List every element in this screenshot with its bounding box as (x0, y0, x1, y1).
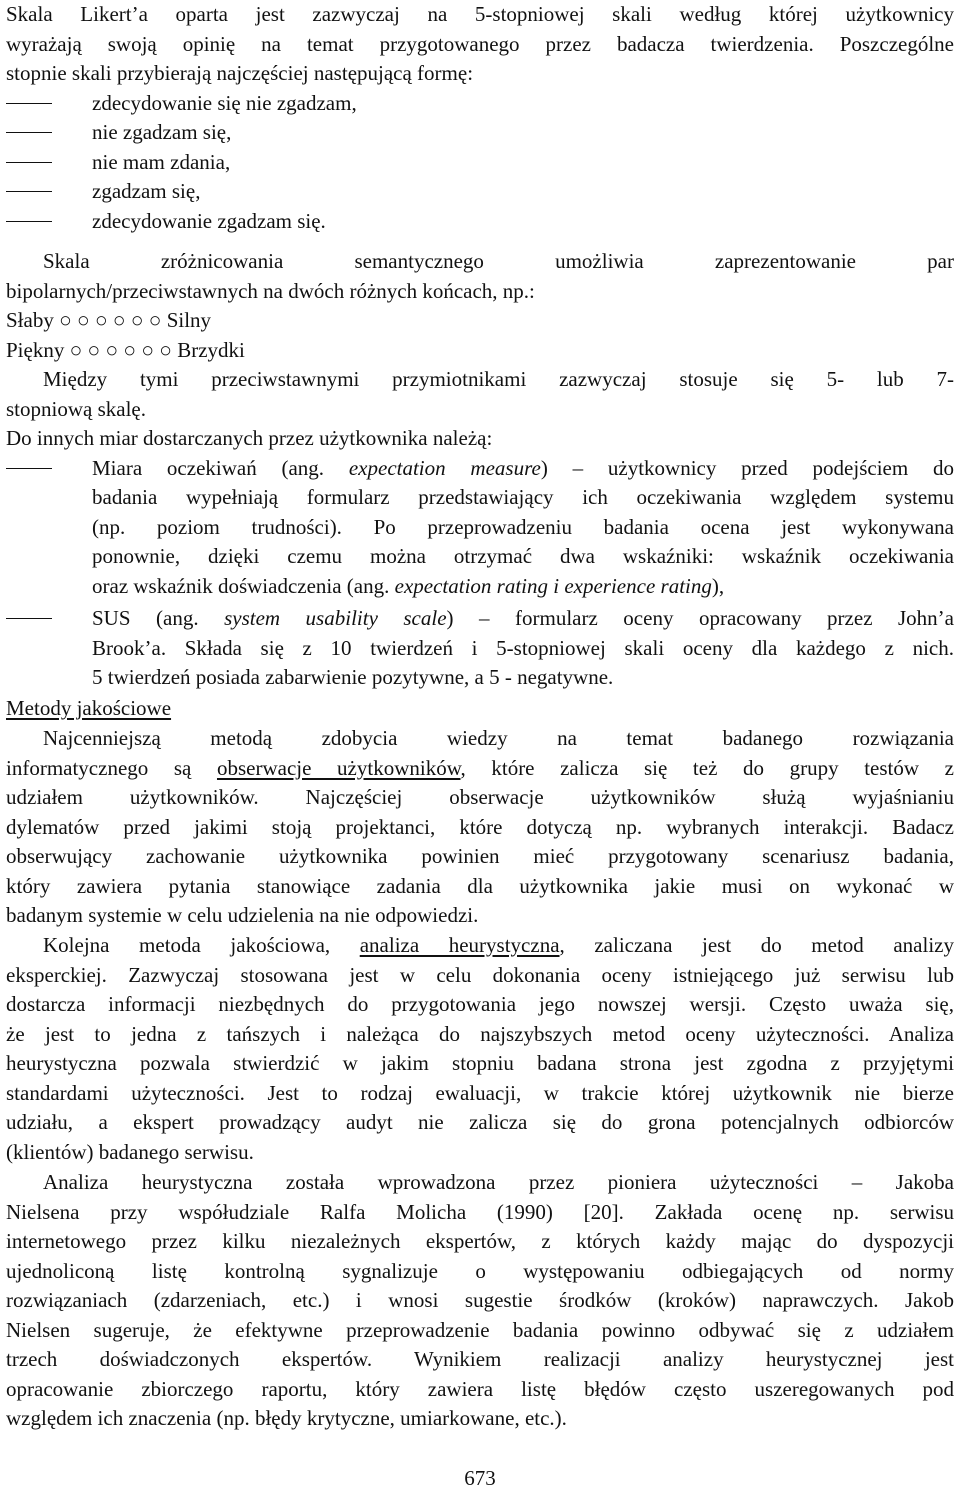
list-item (6, 118, 954, 148)
page-number: 673 (464, 1466, 496, 1490)
dash-bullet-icon (6, 221, 52, 222)
paragraph-line (6, 813, 954, 843)
text-run: stopnie skali przybierają najczęściej następującą formę: (6, 61, 474, 85)
text-run: Słaby ○ ○ ○ ○ ○ ○ Silny (6, 308, 212, 332)
italic-term: expectation measure (348, 455, 541, 480)
dash-bullet-icon (6, 618, 52, 619)
text-run: Nielsena przy współudziale Ralfa Molicha (1990) [20]. Zakłada ocenę np. serwisu (6, 1199, 954, 1224)
text-run: ujednoliconą listę kontrolną sygnalizuje o występowaniu odbiegających od normy (6, 1258, 954, 1283)
text-run: Do innych miar dostarczanych przez użytkownika należą: (6, 426, 493, 450)
text-run: 5 twierdzeń posiada zabarwienie pozytywne, a 5 - negatywne. (92, 665, 614, 689)
dash-bullet-icon (6, 103, 52, 104)
paragraph-line (6, 1316, 954, 1346)
paragraph-line (6, 872, 954, 902)
text-run: ), (711, 573, 725, 598)
text-run: wyrażają swoją opinię na temat przygotowanego przez badacza twierdzenia. Poszczególne (6, 31, 954, 56)
text-run: Piękny ○ ○ ○ ○ ○ ○ Brzydki (6, 337, 245, 362)
text-run: ponownie, dzięki czemu można otrzymać dwa wskaźniki: wskaźnik oczekiwania (92, 544, 954, 568)
text-run: (klientów) badanego serwisu. (6, 1139, 254, 1164)
paragraph-line (6, 961, 954, 991)
text-run: , które zalicza się też do grupy testów z (460, 755, 954, 780)
text-run: Analiza heurystyczna została wprowadzona przez pioniera użyteczności – Jakoba (43, 1170, 954, 1194)
paragraph-line (6, 1404, 954, 1434)
text-run: że jest to jedna z tańszych i należąca do najszybszych metod oceny użyteczności. Analiza (6, 1021, 954, 1046)
text-run: względem ich znaczenia (np. błędy krytyczne, umiarkowane, etc.). (6, 1406, 567, 1430)
underlined-term: obserwacje użytkowników (216, 755, 461, 780)
text-run: Między tymi przeciwstawnymi przymiotnikami zazwyczaj stosuje się 5- lub 7- (43, 367, 954, 391)
paragraph-line (6, 395, 954, 425)
text-run: trzech doświadczonych ekspertów. Wynikiem realizacji analizy heurystycznej jest (6, 1347, 954, 1371)
text-run: obserwujący zachowanie użytkownika powinien mieć przygotowany scenariusz badania, (6, 844, 954, 868)
text-run: rozwiązaniach (zdarzeniach, etc.) i wnosi sugestie środków (kroków) naprawczych. Jakob (6, 1288, 954, 1312)
underlined-term: analiza heurystyczna (359, 933, 560, 957)
text-run: (np. poziom trudności). Po przeprowadzeniu badania ocena jest wykonywana (92, 514, 954, 539)
paragraph-line (6, 1108, 954, 1138)
paragraph-line (6, 724, 954, 754)
paragraph-line (6, 931, 954, 961)
paragraph-line (6, 1079, 954, 1109)
list-item (6, 207, 954, 237)
paragraph-line (6, 1020, 954, 1050)
text-run: Skala zróżnicowania semantycznego umożliwia zaprezentowanie par (43, 249, 954, 273)
text-run: informatycznego są (6, 755, 217, 780)
dash-bullet-icon (6, 132, 52, 133)
list-item-text: nie zgadzam się, (92, 120, 232, 144)
paragraph-line (6, 247, 954, 277)
list-item-text: zdecydowanie się nie zgadzam, (92, 90, 357, 115)
scale-example-line (6, 336, 954, 366)
dash-bullet-icon (6, 191, 52, 192)
text-run: dylematów przed jakimi stoją projektanci, które dotyczą np. wybranych interakcji. Badacz (6, 814, 954, 839)
paragraph-line (6, 365, 954, 395)
section-heading (6, 694, 954, 724)
list-item-continuation (6, 513, 954, 543)
list-item (6, 604, 954, 634)
list-item-text: zgadzam się, (92, 179, 201, 203)
list-item-continuation (6, 634, 954, 664)
text-run: ) – formularz oceny opracowany przez John’a (446, 606, 954, 630)
list-item-text: zdecydowanie zgadzam się. (92, 208, 326, 233)
text-run: internetowego przez kilku niezależnych ekspertów, z których każdy mając do dyspozycji (6, 1229, 954, 1253)
paragraph-line (6, 1286, 954, 1316)
list-item (6, 177, 954, 207)
paragraph-line (6, 277, 954, 307)
paragraph-line (6, 1138, 954, 1168)
heading-text: Metody jakościowe (6, 696, 172, 720)
text-run: eksperckiej. Zazwyczaj stosowana jest w celu dokonania oceny istniejącego już serwisu lub (6, 962, 954, 987)
paragraph-line (6, 1257, 954, 1287)
paragraph-line (6, 1375, 954, 1405)
paragraph-line (6, 842, 954, 872)
text-run: oraz wskaźnik doświadczenia (ang. (92, 573, 395, 598)
text-run: Najcenniejszą metodą zdobycia wiedzy na temat badanego rozwiązania (43, 726, 954, 750)
paragraph-line (6, 754, 954, 784)
list-item (6, 148, 954, 178)
paragraph-line (6, 1227, 954, 1257)
paragraph-line (6, 901, 954, 931)
paragraph-line (6, 59, 954, 89)
list-item-continuation (6, 572, 954, 602)
paragraph-line (6, 783, 954, 813)
italic-term: system usability scale (224, 606, 447, 630)
list-item-continuation (6, 663, 954, 693)
text-run: dostarcza informacji niezbędnych do przygotowania jego nowszej wersji. Często uważa się, (6, 992, 954, 1016)
list-item-continuation (6, 542, 954, 572)
text-run: badania wypełniają formularz przedstawiający ich oczekiwania względem systemu (92, 485, 954, 509)
text-run: Kolejna metoda jakościowa, (43, 933, 360, 957)
list-item (6, 454, 954, 484)
text-run: , zaliczana jest do metod analizy (559, 933, 954, 957)
list-item-text: nie mam zdania, (92, 149, 231, 174)
paragraph-line (6, 0, 954, 30)
paragraph-line (6, 1049, 954, 1079)
text-run: heurystyczna pozwala stwierdzić w jakim stopniu badana strona jest zgodna z przyjętymi (6, 1051, 954, 1075)
text-run: który zawiera pytania stanowiące zadania dla użytkownika jakie musi on wykonać w (6, 873, 954, 898)
text-run: Brook’a. Składa się z 10 twierdzeń i 5-stopniowej skali oceny dla każdego z nich. (92, 635, 954, 660)
paragraph-line (6, 30, 954, 60)
dash-bullet-icon (6, 162, 52, 163)
text-run: ) – użytkownicy przed podejściem do (540, 455, 954, 480)
text-run: udziału, a ekspert prowadzący audyt nie zalicza się do grona potencjalnych odbiorców (6, 1110, 954, 1134)
italic-term: expectation rating i experience rating (394, 573, 712, 598)
paragraph-line (6, 424, 954, 454)
text-run: udziałem użytkowników. Najczęściej obserwacje użytkowników służą wyjaśnianiu (6, 785, 954, 809)
paragraph-line (6, 990, 954, 1020)
dash-bullet-icon (6, 468, 52, 469)
text-run: stopniową skalę. (6, 396, 146, 421)
text-run: bipolarnych/przeciwstawnych na dwóch różnych końcach, np.: (6, 278, 535, 303)
text-run: Skala Likert’a oparta jest zazwyczaj na 5-stopniowej skali według której użytkownicy (6, 2, 954, 26)
text-run: SUS (ang. (92, 606, 225, 630)
list-item (6, 89, 954, 119)
scale-example-line (6, 306, 954, 336)
text-run: standardami użyteczności. Jest to rodzaj ewaluacji, w trakcie której użytkownik nie bierze (6, 1080, 954, 1105)
paragraph-line (6, 1345, 954, 1375)
paragraph-line (6, 1198, 954, 1228)
paragraph-line (6, 1168, 954, 1198)
text-run: badanym systemie w celu udzielenia na nie odpowiedzi. (6, 903, 479, 927)
text-run: Nielsen sugeruje, że efektywne przeprowadzenie badania powinno odbywać się z udziałem (6, 1317, 954, 1342)
list-item-continuation (6, 483, 954, 513)
text-run: Miara oczekiwań (ang. (92, 455, 349, 480)
text-run: opracowanie zbiorczego raportu, który zawiera listę błędów często uszeregowanych pod (6, 1376, 954, 1401)
